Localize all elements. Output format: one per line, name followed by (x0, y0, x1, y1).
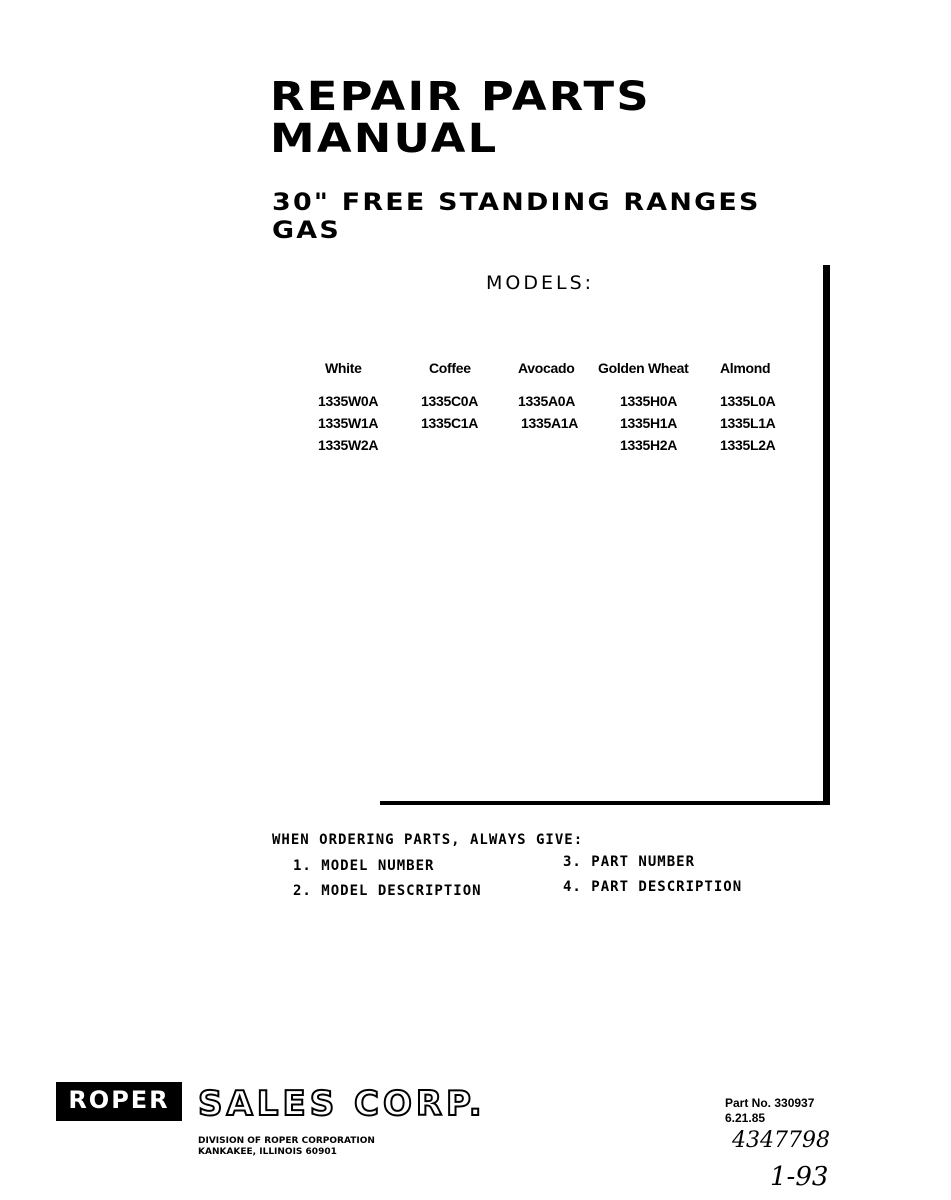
model-number: 1335H2A (620, 437, 678, 453)
model-number: 1335C0A (421, 393, 479, 409)
column-header: Coffee (429, 360, 471, 376)
manual-subtitle (272, 188, 761, 244)
frame-right-border (823, 265, 830, 805)
frame-bottom-border (380, 801, 830, 805)
ordering-heading: WHEN ORDERING PARTS, ALWAYS GIVE: (272, 832, 584, 848)
ordering-item: 1. MODEL NUMBER (293, 858, 435, 874)
column-header: Golden Wheat (598, 360, 689, 376)
division-info (198, 1136, 375, 1158)
roper-logo: ROPER (68, 1086, 170, 1114)
model-number: 1335L2A (720, 437, 776, 453)
subtitle-line-1: 30" FREE STANDING RANGES (272, 188, 761, 216)
column-header: Almond (720, 360, 771, 376)
manual-title (270, 76, 651, 160)
model-column-almond (720, 360, 776, 456)
model-number: 1335W1A (318, 415, 379, 431)
model-number: 1335A1A (521, 415, 579, 431)
model-column-white (318, 360, 378, 456)
model-number: 1335L1A (720, 415, 776, 431)
model-number: 1335H1A (620, 415, 678, 431)
model-number: 1335W0A (318, 393, 379, 409)
handwritten-number: 4347798 (732, 1128, 830, 1153)
model-number: 1335H0A (620, 393, 678, 409)
model-column-coffee (421, 360, 478, 434)
model-number: 1335C1A (421, 415, 479, 431)
part-number-block (725, 1096, 814, 1126)
ordering-item: 4. PART DESCRIPTION (563, 879, 743, 895)
part-number: Part No. 330937 (725, 1096, 815, 1110)
model-number: 1335W2A (318, 437, 379, 453)
ordering-item: 2. MODEL DESCRIPTION (293, 883, 482, 899)
column-header: White (325, 360, 362, 376)
title-line-1: REPAIR PARTS (270, 74, 651, 120)
model-column-avocado (518, 360, 578, 434)
models-heading: MODELS: (486, 272, 595, 294)
column-header: Avocado (518, 360, 575, 376)
division-line-2: KANKAKEE, ILLINOIS 60901 (198, 1147, 337, 1157)
model-column-golden-wheat (598, 360, 689, 456)
subtitle-line-2: GAS (272, 216, 341, 244)
title-line-2: MANUAL (270, 116, 499, 162)
model-number: 1335A0A (518, 393, 576, 409)
ordering-item: 3. PART NUMBER (563, 854, 696, 870)
division-line-1: DIVISION OF ROPER CORPORATION (198, 1136, 375, 1146)
print-date: 6.21.85 (725, 1111, 766, 1125)
handwritten-note: 1-93 (770, 1162, 829, 1192)
company-name: SALES CORP. (198, 1084, 486, 1124)
model-number: 1335L0A (720, 393, 776, 409)
